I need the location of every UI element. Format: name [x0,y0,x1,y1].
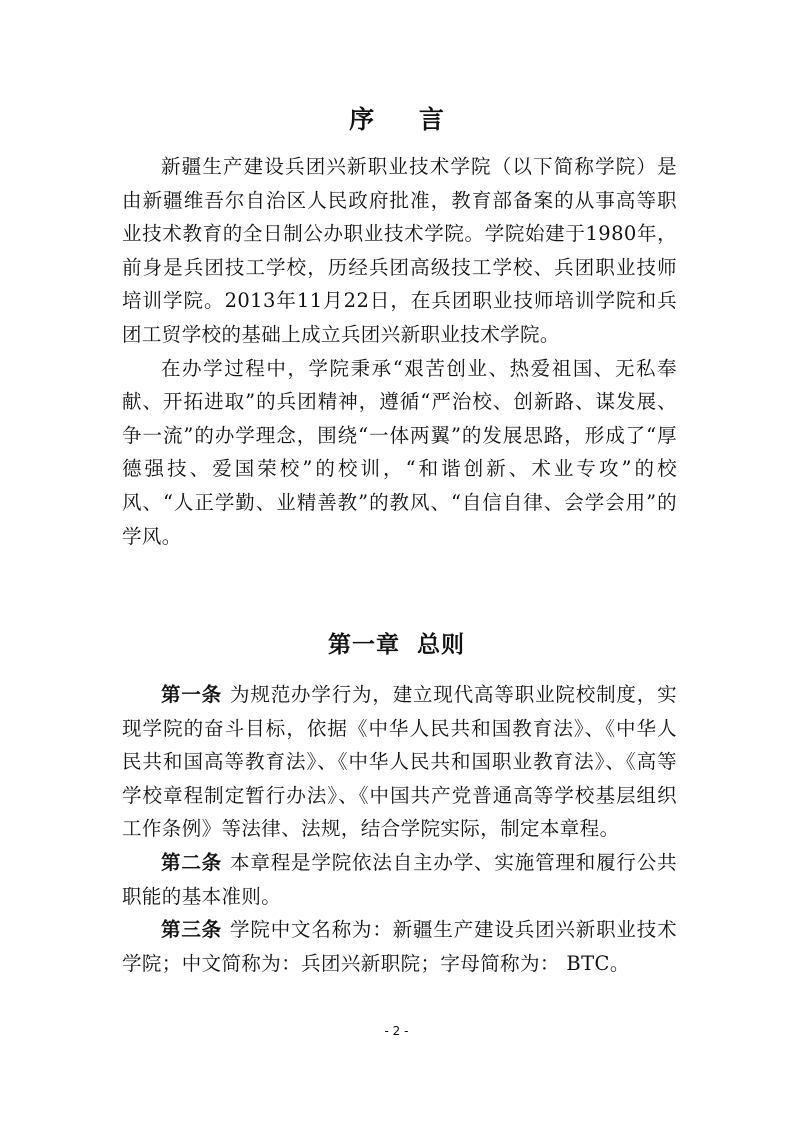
article-3-number: 第三条 [161,918,223,942]
article-2-number: 第二条 [161,850,223,874]
article-2-text: 本章程是学院依法自主办学、实施管理和履行公共职能的基本准则。 [122,850,677,908]
preface-title: 序 言 [349,105,462,134]
preface-paragraph-2: 在办学过程中，学院秉承“艰苦创业、热爱祖国、无私奉献、开拓进取”的兵团精神，遵循“严治校、创新路、谋发展、争一流”的办学理念，围绕“一体两翼”的发展思路，形成了“厚德强技、爱国荣校”的校训，“和谐创新、术业专攻”的校风、“人正学勤、业精善教”的教风、“自信自律、会学会用”的学风。 [122,356,677,548]
article-3 [122,913,677,980]
article-2 [122,846,677,913]
article-1-text: 为规范办学行为，建立现代高等职业院校制度，实现学院的奋斗目标，依据《中华人民共和国教育法》、《中华人民共和国高等教育法》、《中华人民共和国职业教育法》、《高等学校章程制定暂行办法》、《中国共产党普通高等学校基层组织工作条例》等法律、法规，结合学院实际，制定本章程。 [122,683,677,841]
page-number: - 2 - [384,1024,409,1038]
preface-body [122,150,677,553]
chapter-body [122,678,677,980]
preface-paragraph-1: 新疆生产建设兵团兴新职业技术学院（以下简称学院）是由新疆维吾尔自治区人民政府批准，教育部备案的从事高等职业技术教育的全日制公办职业技术学院。学院始建于1980年，前身是兵团技工学校，历经兵团高级技工学校、兵团职业技师培训学院。2013年11月22日，在兵团职业技师培训学院和兵团工贸学校的基础上成立兵团兴新职业技术学院。 [122,155,677,346]
chapter-title: 第一章 总则 [327,631,465,658]
article-3-text: 学院中文名称为：新疆生产建设兵团兴新职业技术学院；中文简称为：兵团兴新职院；字母简称为： BTC。 [122,918,677,975]
article-1 [122,678,677,846]
article-1-number: 第一条 [161,683,223,706]
